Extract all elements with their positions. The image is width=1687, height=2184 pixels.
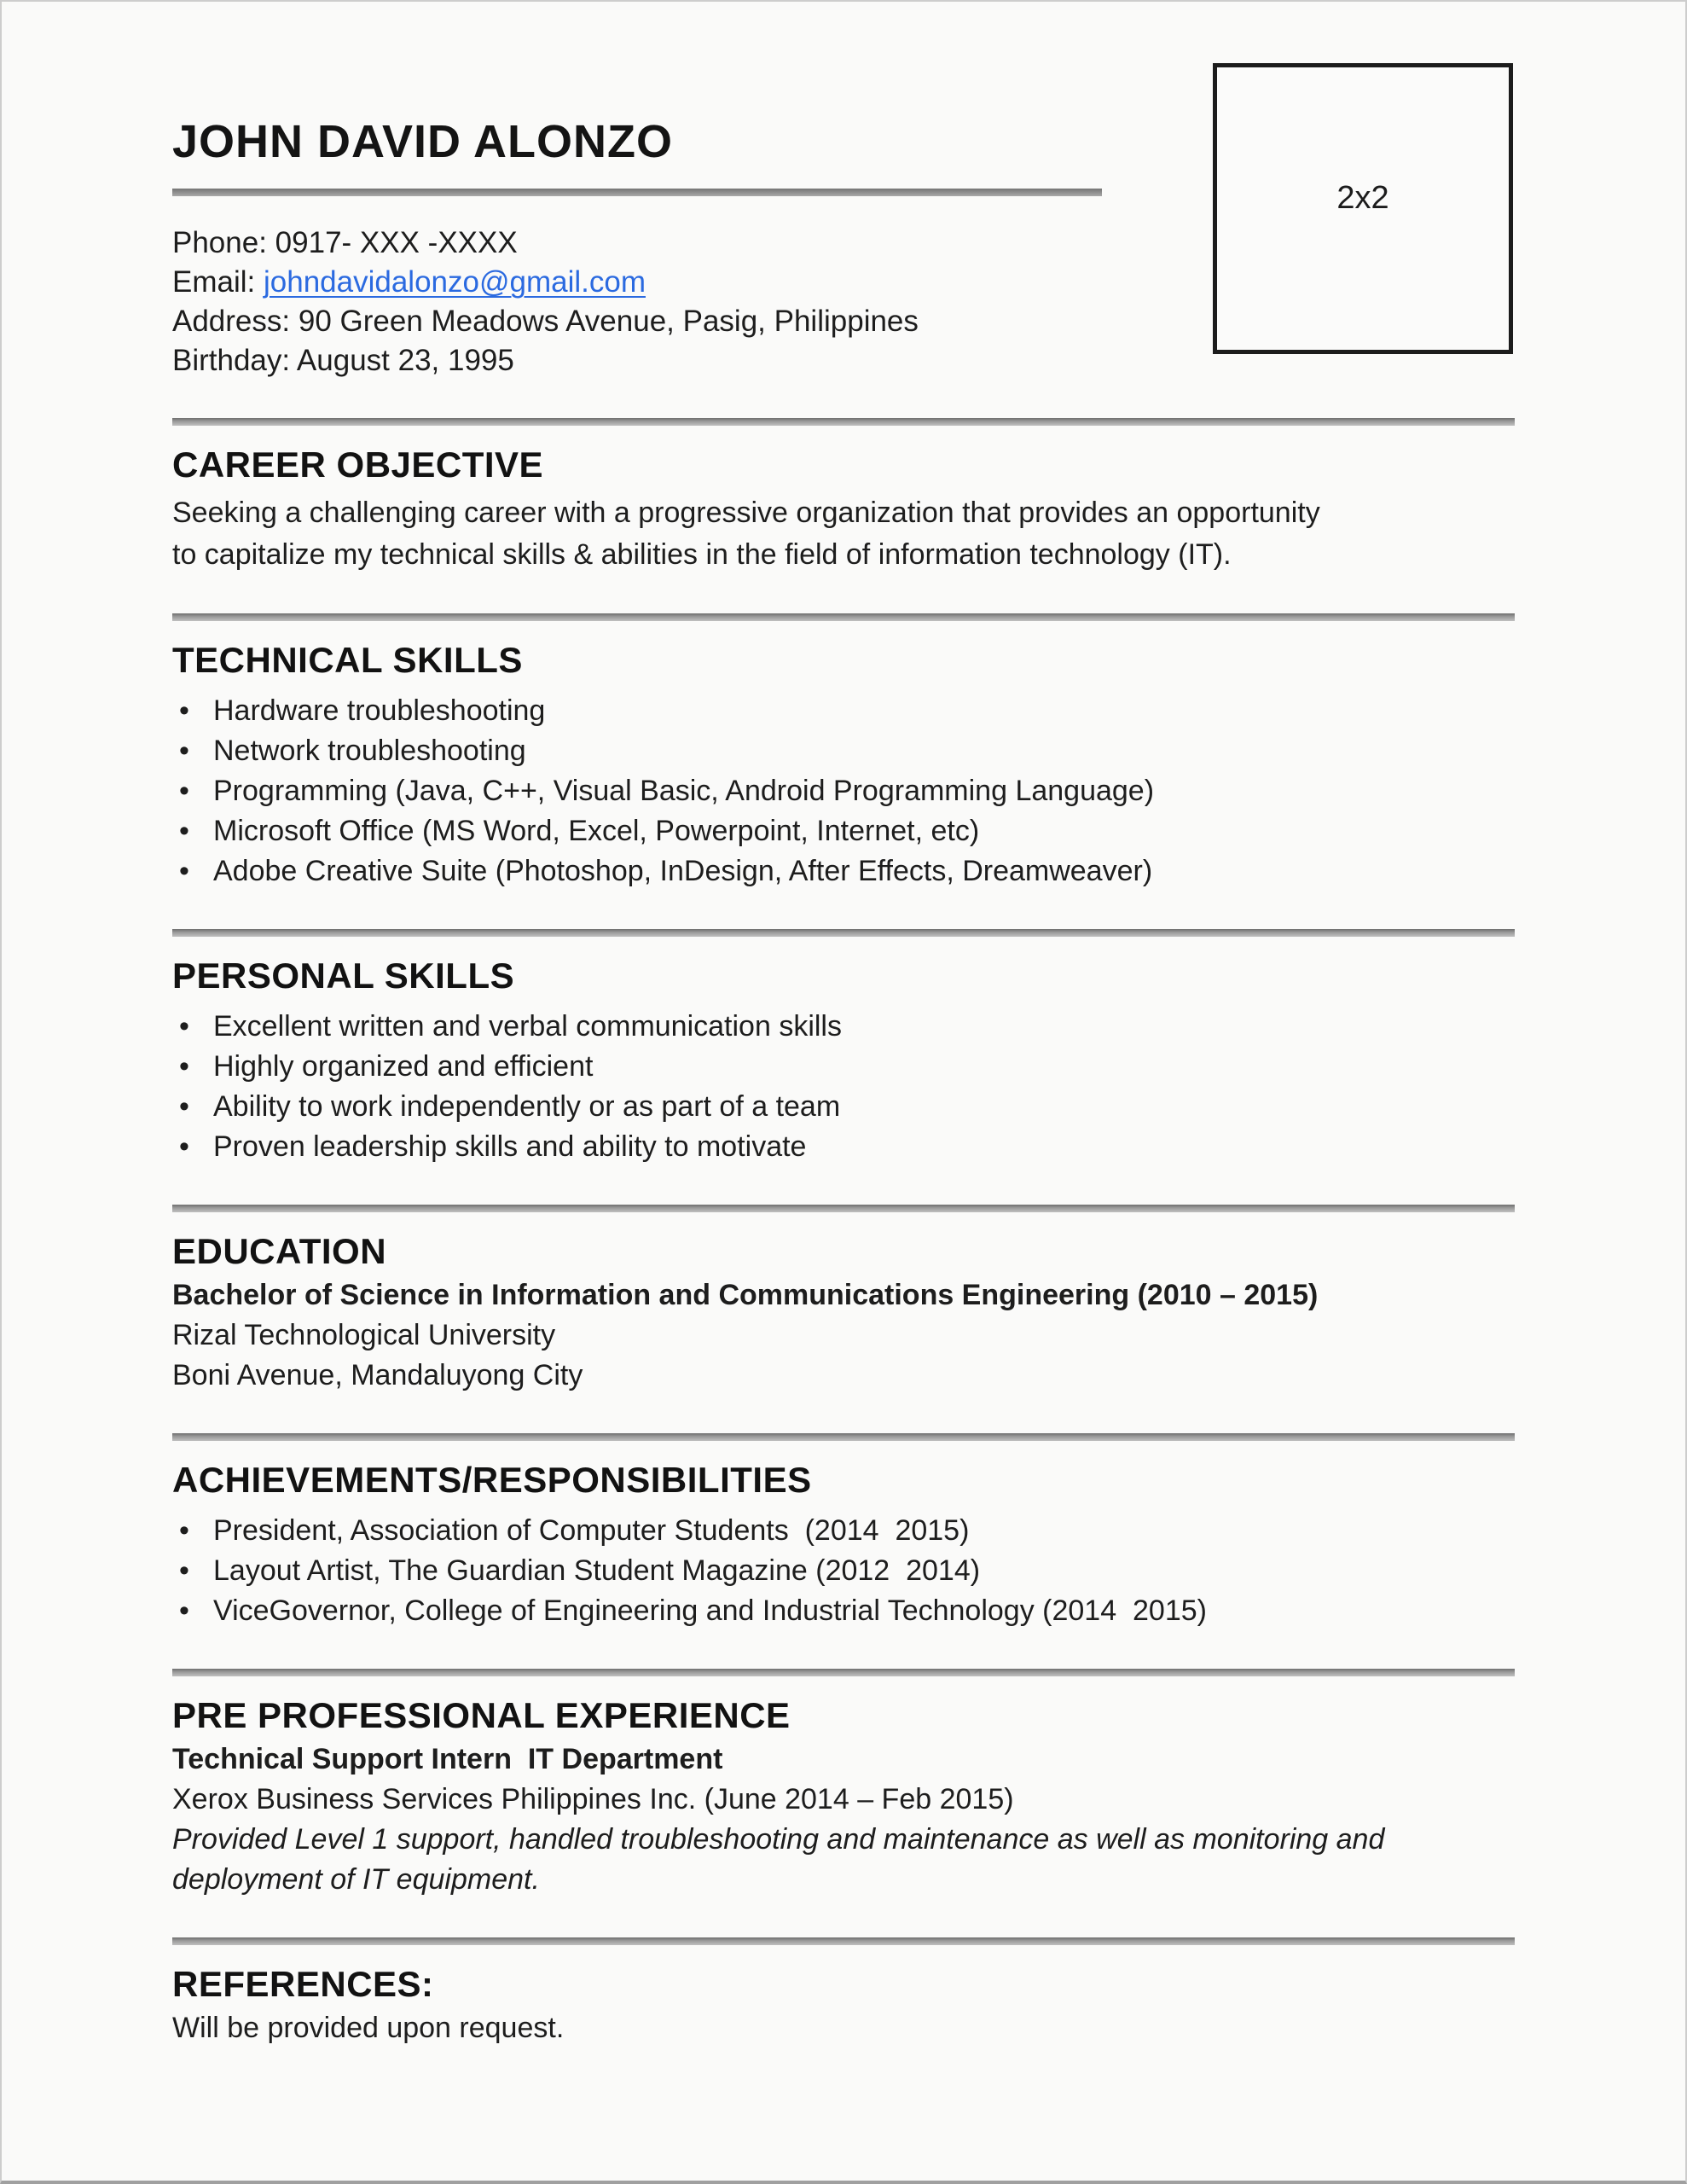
resume-content xyxy=(2,117,1685,2048)
section-divider-rule xyxy=(172,1937,1515,1945)
list-item xyxy=(172,811,1515,851)
contact-value-address: 90 Green Meadows Avenue, Pasig, Philippines xyxy=(298,305,919,338)
text-lines xyxy=(172,1275,1515,1396)
section-heading-career-objective: CAREER OBJECTIVE xyxy=(172,444,544,485)
section-divider-rule xyxy=(172,929,1515,937)
text-line: Will be provided upon request. xyxy=(172,2012,565,2044)
text-line: Bachelor of Science in Information and Communications Engineering (2010 – 2015) xyxy=(172,1279,1319,1311)
section-body xyxy=(172,2008,1515,2048)
contact-value-phone: 0917- XXX -XXXX xyxy=(275,226,518,259)
bullet-icon xyxy=(179,731,213,771)
contact-value-birthday: August 23, 1995 xyxy=(296,344,514,377)
list-item xyxy=(172,1511,1515,1551)
list-item xyxy=(172,851,1515,892)
list-item-text: Proven leadership skills and ability to motivate xyxy=(213,1130,807,1163)
section-body xyxy=(172,1740,1515,1900)
section-divider-rule xyxy=(172,1433,1515,1441)
section-technical-skills xyxy=(172,613,1515,892)
text-line: Xerox Business Services Philippines Inc. (June 2014 – Feb 2015) xyxy=(172,1783,1014,1815)
list-item xyxy=(172,731,1515,771)
email-link[interactable]: johndavidalonzo@gmail.com xyxy=(263,265,646,299)
bullet-icon xyxy=(179,811,213,851)
section-divider-rule xyxy=(172,613,1515,621)
list-item xyxy=(172,1591,1515,1631)
bullet-icon xyxy=(179,1087,213,1127)
section-heading-achievements-responsibilities: ACHIEVEMENTS/RESPONSIBILITIES xyxy=(172,1460,812,1500)
list-item-text: Programming (Java, C++, Visual Basic, Android Programming Language) xyxy=(213,775,1155,807)
bullet-icon xyxy=(179,771,213,811)
section-body xyxy=(172,1511,1515,1631)
bullet-list xyxy=(172,1511,1515,1631)
section-education xyxy=(172,1205,1515,1396)
section-divider-rule xyxy=(172,418,1515,426)
section-body xyxy=(172,492,1515,576)
bullet-icon xyxy=(179,1551,213,1591)
contact-label-address: Address: xyxy=(172,305,291,338)
bullet-list xyxy=(172,691,1515,892)
text-line: Technical Support Intern IT Department xyxy=(172,1743,723,1775)
section-heading-references: REFERENCES: xyxy=(172,1964,434,2004)
contact-label-email: Email: xyxy=(172,265,256,299)
list-item xyxy=(172,1551,1515,1591)
section-heading-education: EDUCATION xyxy=(172,1231,387,1271)
section-body xyxy=(172,1007,1515,1167)
text-lines xyxy=(172,1740,1515,1900)
bullet-icon xyxy=(179,691,213,731)
list-item xyxy=(172,691,1515,731)
section-body xyxy=(172,691,1515,892)
bullet-list xyxy=(172,1007,1515,1167)
person-name: JOHN DAVID ALONZO xyxy=(172,116,674,167)
list-item-text: President, Association of Computer Students (2014 2015) xyxy=(213,1514,970,1547)
text-line: Boni Avenue, Mandaluyong City xyxy=(172,1359,583,1391)
text-line: Provided Level 1 support, handled troubleshooting and maintenance as well as monitoring and deployment of IT equipment. xyxy=(172,1823,1385,1896)
list-item xyxy=(172,1087,1515,1127)
section-heading-personal-skills: PERSONAL SKILLS xyxy=(172,956,515,996)
list-item-text: Network troubleshooting xyxy=(213,735,526,767)
section-heading-pre-professional-experience: PRE PROFESSIONAL EXPERIENCE xyxy=(172,1695,791,1735)
section-pre-professional-experience xyxy=(172,1669,1515,1900)
list-item-text: Hardware troubleshooting xyxy=(213,694,546,727)
section-references xyxy=(172,1937,1515,2048)
bullet-icon xyxy=(179,851,213,892)
list-item-text: Microsoft Office (MS Word, Excel, Powerpoint, Internet, etc) xyxy=(213,815,980,847)
bullet-icon xyxy=(179,1591,213,1631)
text-lines xyxy=(172,2008,1515,2048)
bullet-icon xyxy=(179,1511,213,1551)
list-item-text: Adobe Creative Suite (Photoshop, InDesign, After Effects, Dreamweaver) xyxy=(213,855,1153,887)
contact-label-phone: Phone: xyxy=(172,226,267,259)
list-item xyxy=(172,1127,1515,1167)
contact-label-birthday: Birthday: xyxy=(172,344,291,377)
section-divider-rule xyxy=(172,1205,1515,1212)
section-career-objective xyxy=(172,418,1515,576)
section-achievements-responsibilities xyxy=(172,1433,1515,1631)
resume-sections xyxy=(172,418,1515,2048)
list-item-text: Highly organized and efficient xyxy=(213,1050,594,1083)
name-divider-rule xyxy=(172,189,1102,196)
section-heading-technical-skills: TECHNICAL SKILLS xyxy=(172,640,523,680)
section-divider-rule xyxy=(172,1669,1515,1676)
list-item-text: Ability to work independently or as part of a team xyxy=(213,1090,841,1123)
text-line: Rizal Technological University xyxy=(172,1319,556,1351)
list-item xyxy=(172,771,1515,811)
list-item-text: ViceGovernor, College of Engineering and Industrial Technology (2014 2015) xyxy=(213,1594,1207,1627)
section-paragraph: Seeking a challenging career with a progressive organization that provides an opportunity to capitalize my technical skills & abilities in the field of information technology (IT). xyxy=(172,497,1320,571)
list-item-text: Excellent written and verbal communication skills xyxy=(213,1010,842,1043)
list-item xyxy=(172,1007,1515,1047)
photo-size-label: 2x2 xyxy=(1336,180,1389,216)
section-personal-skills xyxy=(172,929,1515,1167)
photo-placeholder-box xyxy=(1213,63,1513,354)
bullet-icon xyxy=(179,1007,213,1047)
bullet-icon xyxy=(179,1047,213,1087)
section-body xyxy=(172,1275,1515,1396)
list-item-text: Layout Artist, The Guardian Student Magazine (2012 2014) xyxy=(213,1554,981,1587)
list-item xyxy=(172,1047,1515,1087)
bullet-icon xyxy=(179,1127,213,1167)
